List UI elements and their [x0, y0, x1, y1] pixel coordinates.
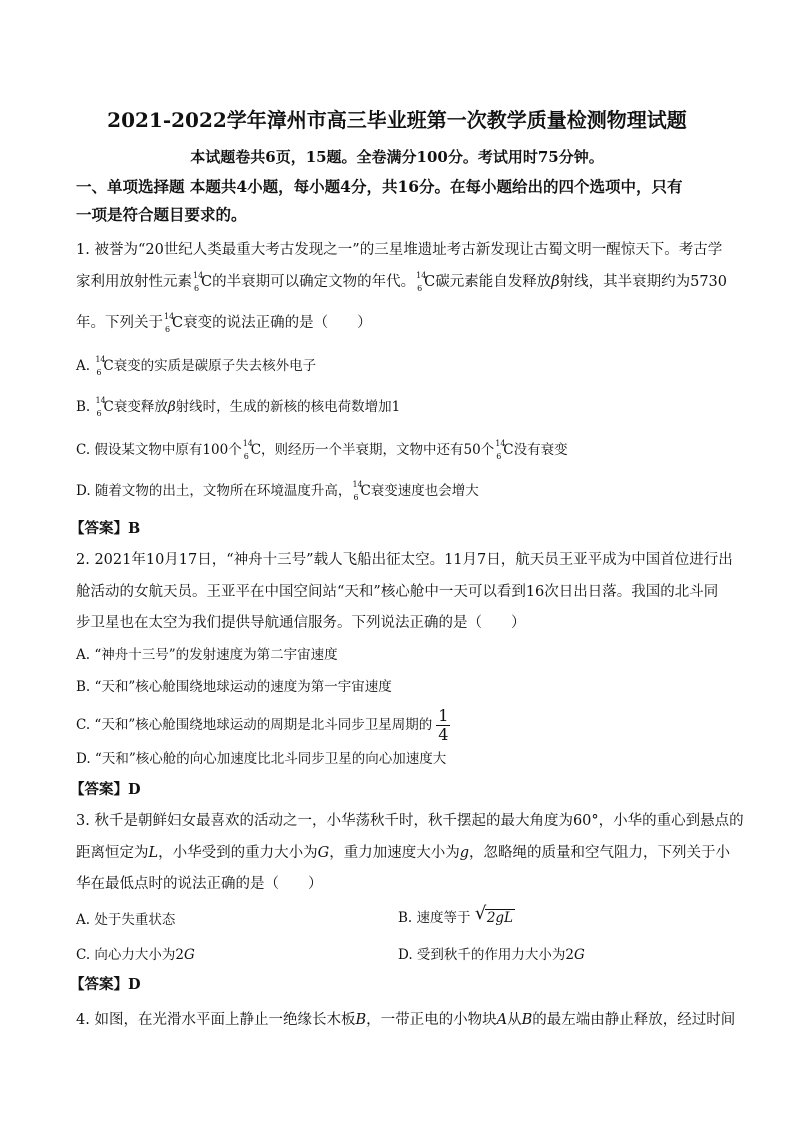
isotope-mass: 14	[164, 312, 175, 321]
q3-option-b	[398, 903, 515, 928]
radicand: 2gL	[486, 910, 514, 926]
isotope-number: 6	[194, 284, 200, 293]
variable-B: B	[355, 1012, 367, 1028]
option-text: ，则经历一个半衰期，文物中还有50个	[261, 442, 495, 458]
fraction-numerator: 1	[438, 706, 449, 725]
isotope-mass: 14	[193, 271, 204, 280]
q3-text: 距离恒定为	[76, 845, 149, 861]
q2-option-d: D. “天和”核心舱的向心加速度比北斗同步卫星的向心加速度大	[76, 751, 447, 767]
q3-text: ，重力加速度大小为	[329, 845, 460, 861]
carbon-isotope	[415, 271, 427, 293]
carbon-isotope	[494, 439, 506, 461]
q2-option-b: B. “天和”核心舱围绕地球运动的速度为第一宇宙速度	[76, 679, 392, 695]
exam-subtitle: 本试题卷共6页，15题。全卷满分100分。考试用时75分钟。	[190, 148, 604, 166]
q1-text: 射线，其半衰期约为5730	[559, 274, 728, 290]
carbon-isotope	[192, 271, 204, 293]
q1-text: 家利用放射性元素	[76, 274, 192, 290]
beta-symbol: β	[167, 399, 176, 415]
variable-G: G	[317, 845, 330, 861]
isotope-number: 6	[96, 368, 102, 377]
isotope-symbol: C	[201, 274, 213, 290]
option-text: D. 受到秋千的作用力大小为2	[398, 947, 575, 963]
q1-answer: 【答案】B	[70, 520, 141, 537]
q3-option-d	[398, 945, 585, 965]
variable-g: g	[459, 845, 470, 861]
q3-stem-line3: 华在最低点时的说法正确的是（ ）	[76, 876, 323, 892]
q1-option-c	[76, 440, 568, 460]
q1-stem-line1: 1. 被誉为“20世纪人类最重大考古发现之一”的三星堆遗址考古新发现让古蜀文明一醒惊天下。考古学	[76, 242, 723, 258]
q1-option-a	[76, 356, 316, 376]
option-text: 衰变速度也会增大	[370, 483, 479, 499]
q2-option-a: A. “神舟十三号”的发射速度为第二宇宙速度	[76, 647, 338, 663]
option-text: C. “天和”核心舱围绕地球运动的周期是北斗同步卫星周期的	[76, 717, 433, 733]
option-text: D. 随着文物的出土，文物所在环境温度升高，	[76, 483, 352, 499]
q1-text: 衰变的说法正确的是（ ）	[183, 315, 372, 331]
isotope-symbol: C	[103, 358, 114, 374]
isotope-mass: 14	[242, 439, 253, 448]
q1-option-d	[76, 481, 479, 501]
section-heading-line1: 一、单项选择题 本题共4小题，每小题4分，共16分。在每小题给出的四个选项中，只有	[76, 177, 683, 196]
square-root: √ 2gL	[474, 903, 514, 926]
q2-stem-line2: 舱活动的女航天员。王亚平在中国空间站“天和”核心舱中一天可以看到16次日出日落。我国的北斗同	[76, 584, 719, 600]
carbon-isotope	[95, 397, 104, 417]
fraction-one-quarter	[436, 707, 450, 744]
q1-text: 的半衰期可以确定文物的年代。	[212, 274, 416, 290]
option-text: C. 向心力大小为2	[76, 947, 185, 963]
isotope-symbol: C	[172, 315, 184, 331]
q4-text: ，一带正电的小物块	[366, 1012, 497, 1028]
q4-text: 从	[507, 1012, 522, 1028]
q3-text: ，忽略绳的质量和空气阻力，下列关于小	[469, 845, 731, 861]
q1-stem-line2	[76, 272, 727, 292]
q1-stem-line3	[76, 313, 372, 333]
isotope-symbol: C	[360, 483, 371, 499]
exam-title: 2021-2022学年漳州市高三毕业班第一次教学质量检测物理试题	[107, 108, 687, 132]
isotope-mass: 14	[416, 271, 427, 280]
isotope-symbol: C	[103, 399, 114, 415]
carbon-isotope	[163, 312, 175, 334]
beta-symbol: β	[551, 274, 560, 290]
isotope-mass: 14	[495, 439, 506, 448]
isotope-number: 6	[353, 493, 359, 502]
variable-B: B	[521, 1012, 533, 1028]
variable-A: A	[496, 1012, 508, 1028]
fraction-denominator: 4	[438, 725, 449, 744]
isotope-number: 6	[243, 452, 249, 461]
isotope-symbol: C	[424, 274, 436, 290]
q3-stem-line1: 3. 秋千是朝鲜妇女最喜欢的活动之一，小华荡秋千时，秋千摆起的最大角度为60°，小华的重心到悬点的	[76, 813, 744, 829]
carbon-isotope	[94, 355, 106, 377]
isotope-number: 6	[96, 409, 102, 418]
isotope-symbol: C	[503, 442, 514, 458]
q2-answer: 【答案】D	[70, 781, 141, 798]
isotope-number: 6	[165, 325, 171, 334]
q2-option-c	[76, 707, 450, 744]
carbon-isotope	[242, 440, 251, 460]
q2-stem-line3: 步卫星也在太空为我们提供导航通信服务。下列说法正确的是（ ）	[76, 615, 526, 631]
option-text: C. 假设某文物中原有100个	[76, 442, 242, 458]
q3-text: ，小华受到的重力大小为	[158, 845, 318, 861]
variable-G: G	[184, 947, 195, 963]
option-text: 没有衰变	[513, 442, 568, 458]
variable-L: L	[148, 845, 159, 861]
q1-text: 年。下列关于	[76, 315, 163, 331]
q3-option-a: A. 处于失重状态	[76, 912, 176, 928]
q1-option-b	[76, 397, 400, 417]
q4-text: 的最左端由静止释放，经过时间	[532, 1012, 736, 1028]
isotope-mass: 14	[352, 480, 363, 489]
option-text: 衰变的实质是碳原子失去核外电子	[113, 358, 317, 374]
carbon-isotope	[351, 480, 363, 502]
isotope-mass: 14	[95, 396, 106, 405]
isotope-number: 6	[417, 284, 423, 293]
q4-stem-line1	[76, 1010, 735, 1030]
option-text: 射线时，生成的新核的核电荷数增加1	[175, 399, 401, 415]
option-label: A.	[76, 358, 91, 374]
isotope-number: 6	[496, 452, 502, 461]
option-text: 衰变释放	[113, 399, 168, 415]
isotope-mass: 14	[95, 355, 106, 364]
variable-G: G	[574, 947, 585, 963]
section-heading-line2: 一项是符合题目要求的。	[76, 205, 247, 224]
q3-stem-line2	[76, 843, 730, 863]
q4-text: 4. 如图，在光滑水平面上静止一绝缘长木板	[76, 1012, 356, 1028]
q2-stem-line1: 2. 2021年10月17日，“神舟十三号”载人飞船出征太空。11月7日，航天员王亚平成为中国首位进行出	[76, 552, 733, 568]
isotope-symbol: C	[250, 442, 262, 458]
option-label: B.	[76, 399, 91, 415]
option-text: B. 速度等于	[398, 910, 471, 926]
q1-text: 碳元素能自发释放	[435, 274, 552, 290]
q3-answer: 【答案】D	[70, 976, 141, 993]
q3-option-c	[76, 945, 195, 965]
